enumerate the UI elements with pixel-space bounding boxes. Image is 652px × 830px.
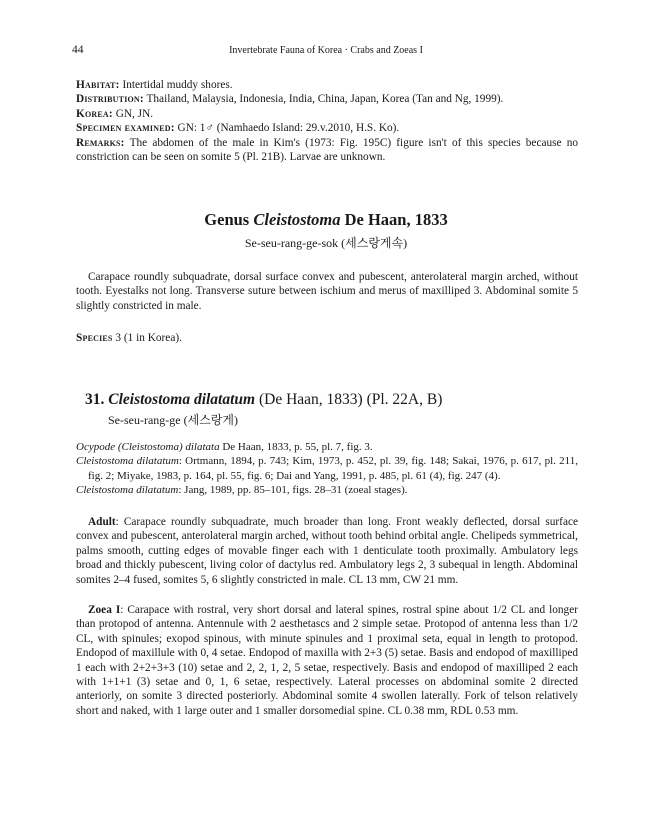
- species-count-text: 3 (1 in Korea).: [115, 332, 182, 344]
- species-number: 31.: [85, 391, 105, 408]
- korea-label: Korea:: [76, 107, 113, 120]
- synonym-name: Cleistostoma dilatatum: [76, 455, 179, 468]
- genus-description-text: Carapace roundly subquadrate, dorsal surface convex and pubescent, anterolateral margin arched, without tooth. Eyestalks not long. Transverse suture between ischium and merus of maxilliped 3. Abdominal somite 5 slightly constricted in male.: [76, 271, 578, 312]
- zoea-text: : Carapace with rostral, very short dorsal and lateral spines, rostral spine about 1/2 CL and longer than protopod of antenna. Antennule with 2 aesthetascs and 2 simple setae. Protopod of antenna less than 1/2 CL, with spinules; exopod spinous, with minute spinules and 1 proximal seta, equal in length to protopod. Endopod of maxillule with 0, 4 setae. Endopod of maxilla with 2+3 (5) setae. Basis and endopod of maxilliped 1 each with 2+2+3+3 (10) setae and 2, 2, 1, 2, 5 setae, respectively. Basis and endopod of maxilliped 2 each with 1+1+1 (3) setae and 0, 1, 6 setae, respectively. Lateral processes on abdominal somite 2 directed anteriorly, on somite 3 directed posteriorly. Abdominal somite 4 swollen laterally. Fork of telson relatively short and naked, with 1 large outer and 1 smaller dorsomedial spine. CL 0.38 mm, RDL 0.53 mm.: [76, 604, 578, 717]
- genus-name: Cleistostoma: [253, 210, 341, 229]
- species-author: (De Haan, 1833) (Pl. 22A, B): [258, 391, 443, 408]
- species-vernacular: Se-seu-rang-ge (세스랑게): [108, 413, 238, 427]
- synonymy-entry: [76, 483, 578, 497]
- synonym-name: Cleistostoma dilatatum: [76, 484, 179, 497]
- synonym-ref: : Jang, 1989, pp. 85–101, figs. 28–31 (zoeal stages).: [178, 484, 408, 497]
- page-number: 44: [72, 44, 84, 56]
- genus-author: De Haan, 1833: [344, 210, 448, 229]
- korea-text: GN, JN.: [115, 107, 154, 120]
- synonym-ref: : Ortmann, 1894, p. 743; Kim, 1973, p. 452, pl. 39, fig. 148; Sakai, 1976, p. 617, pl. 211, fig. 2; Miyake, 1983, p. 164, pl. 55, fig. 6; Dai and Yang, 1991, p. 485, pl. 61 (4), fig. 247 (4).: [88, 455, 578, 482]
- specimen-label: Specimen examined:: [76, 122, 175, 135]
- specimen-line: [76, 121, 578, 135]
- specimen-text: GN: 1♂ (Namhaedo Island: 29.v.2010, H.S. Ko).: [177, 122, 400, 135]
- remarks-text: The abdomen of the male in Kim's (1973: Fig. 195C) figure isn't of this species because no constriction can be seen on somite 5 (Pl. 21B). Larvae are unknown.: [76, 136, 578, 164]
- synonymy-list: [76, 440, 578, 498]
- species-count-label: Species: [76, 332, 113, 344]
- distribution-text: Thailand, Malaysia, Indonesia, India, China, Japan, Korea (Tan and Ng, 1999).: [146, 93, 504, 106]
- zoea-paragraph: [76, 603, 578, 718]
- habitat-line: [76, 78, 578, 92]
- genus-prefix: Genus: [204, 210, 250, 229]
- adult-text: : Carapace roundly subquadrate, much broader than long. Front weakly deflected, dorsal surface convex and pubescent, anterolateral margin arched, without tooth behind orbital angle. Chelipeds symmetrical, palms smooth, cutting edges of movable finger each with 1 denticulate tooth proximally. Ambulatory legs broad and thickly pubescent, living color of dactylus red. Ambulatory legs 2, 3 subequal in length. Abdominal somites 2–4 fused, somites 5, 6 slightly constricted in male. CL 13 mm, CW 21 mm.: [76, 516, 578, 586]
- genus-heading: [0, 210, 652, 230]
- remarks-line: [76, 136, 578, 165]
- distribution-label: Distribution:: [76, 93, 144, 106]
- genus-description: [76, 270, 578, 313]
- zoea-description: [76, 603, 578, 718]
- genus-species-count: [76, 331, 578, 345]
- genus-vernacular: Se-seu-rang-ge-sok (세스랑게속): [244, 236, 408, 250]
- synonymy-entry: [76, 454, 578, 483]
- distribution-line: [76, 92, 578, 106]
- synonymy-entry: [76, 440, 578, 454]
- synonym-ref: De Haan, 1833, p. 55, pl. 7, fig. 3.: [222, 441, 373, 453]
- species-name: Cleistostoma dilatatum: [108, 391, 256, 408]
- adult-label: Adult: [88, 516, 116, 528]
- synonym-name: Ocypode (Cleistostoma) dilatata: [76, 441, 220, 453]
- species-info-block: [76, 78, 578, 164]
- korea-line: [76, 107, 578, 121]
- adult-description: [76, 515, 578, 587]
- zoea-label: Zoea I: [88, 604, 121, 616]
- species-heading: [85, 391, 442, 409]
- running-head: Invertebrate Fauna of Korea · Crabs and Zoeas I: [229, 45, 423, 56]
- adult-paragraph: [76, 515, 578, 587]
- habitat-text: Intertidal muddy shores.: [122, 79, 233, 91]
- habitat-label: Habitat:: [76, 79, 120, 91]
- remarks-label: Remarks:: [76, 136, 125, 149]
